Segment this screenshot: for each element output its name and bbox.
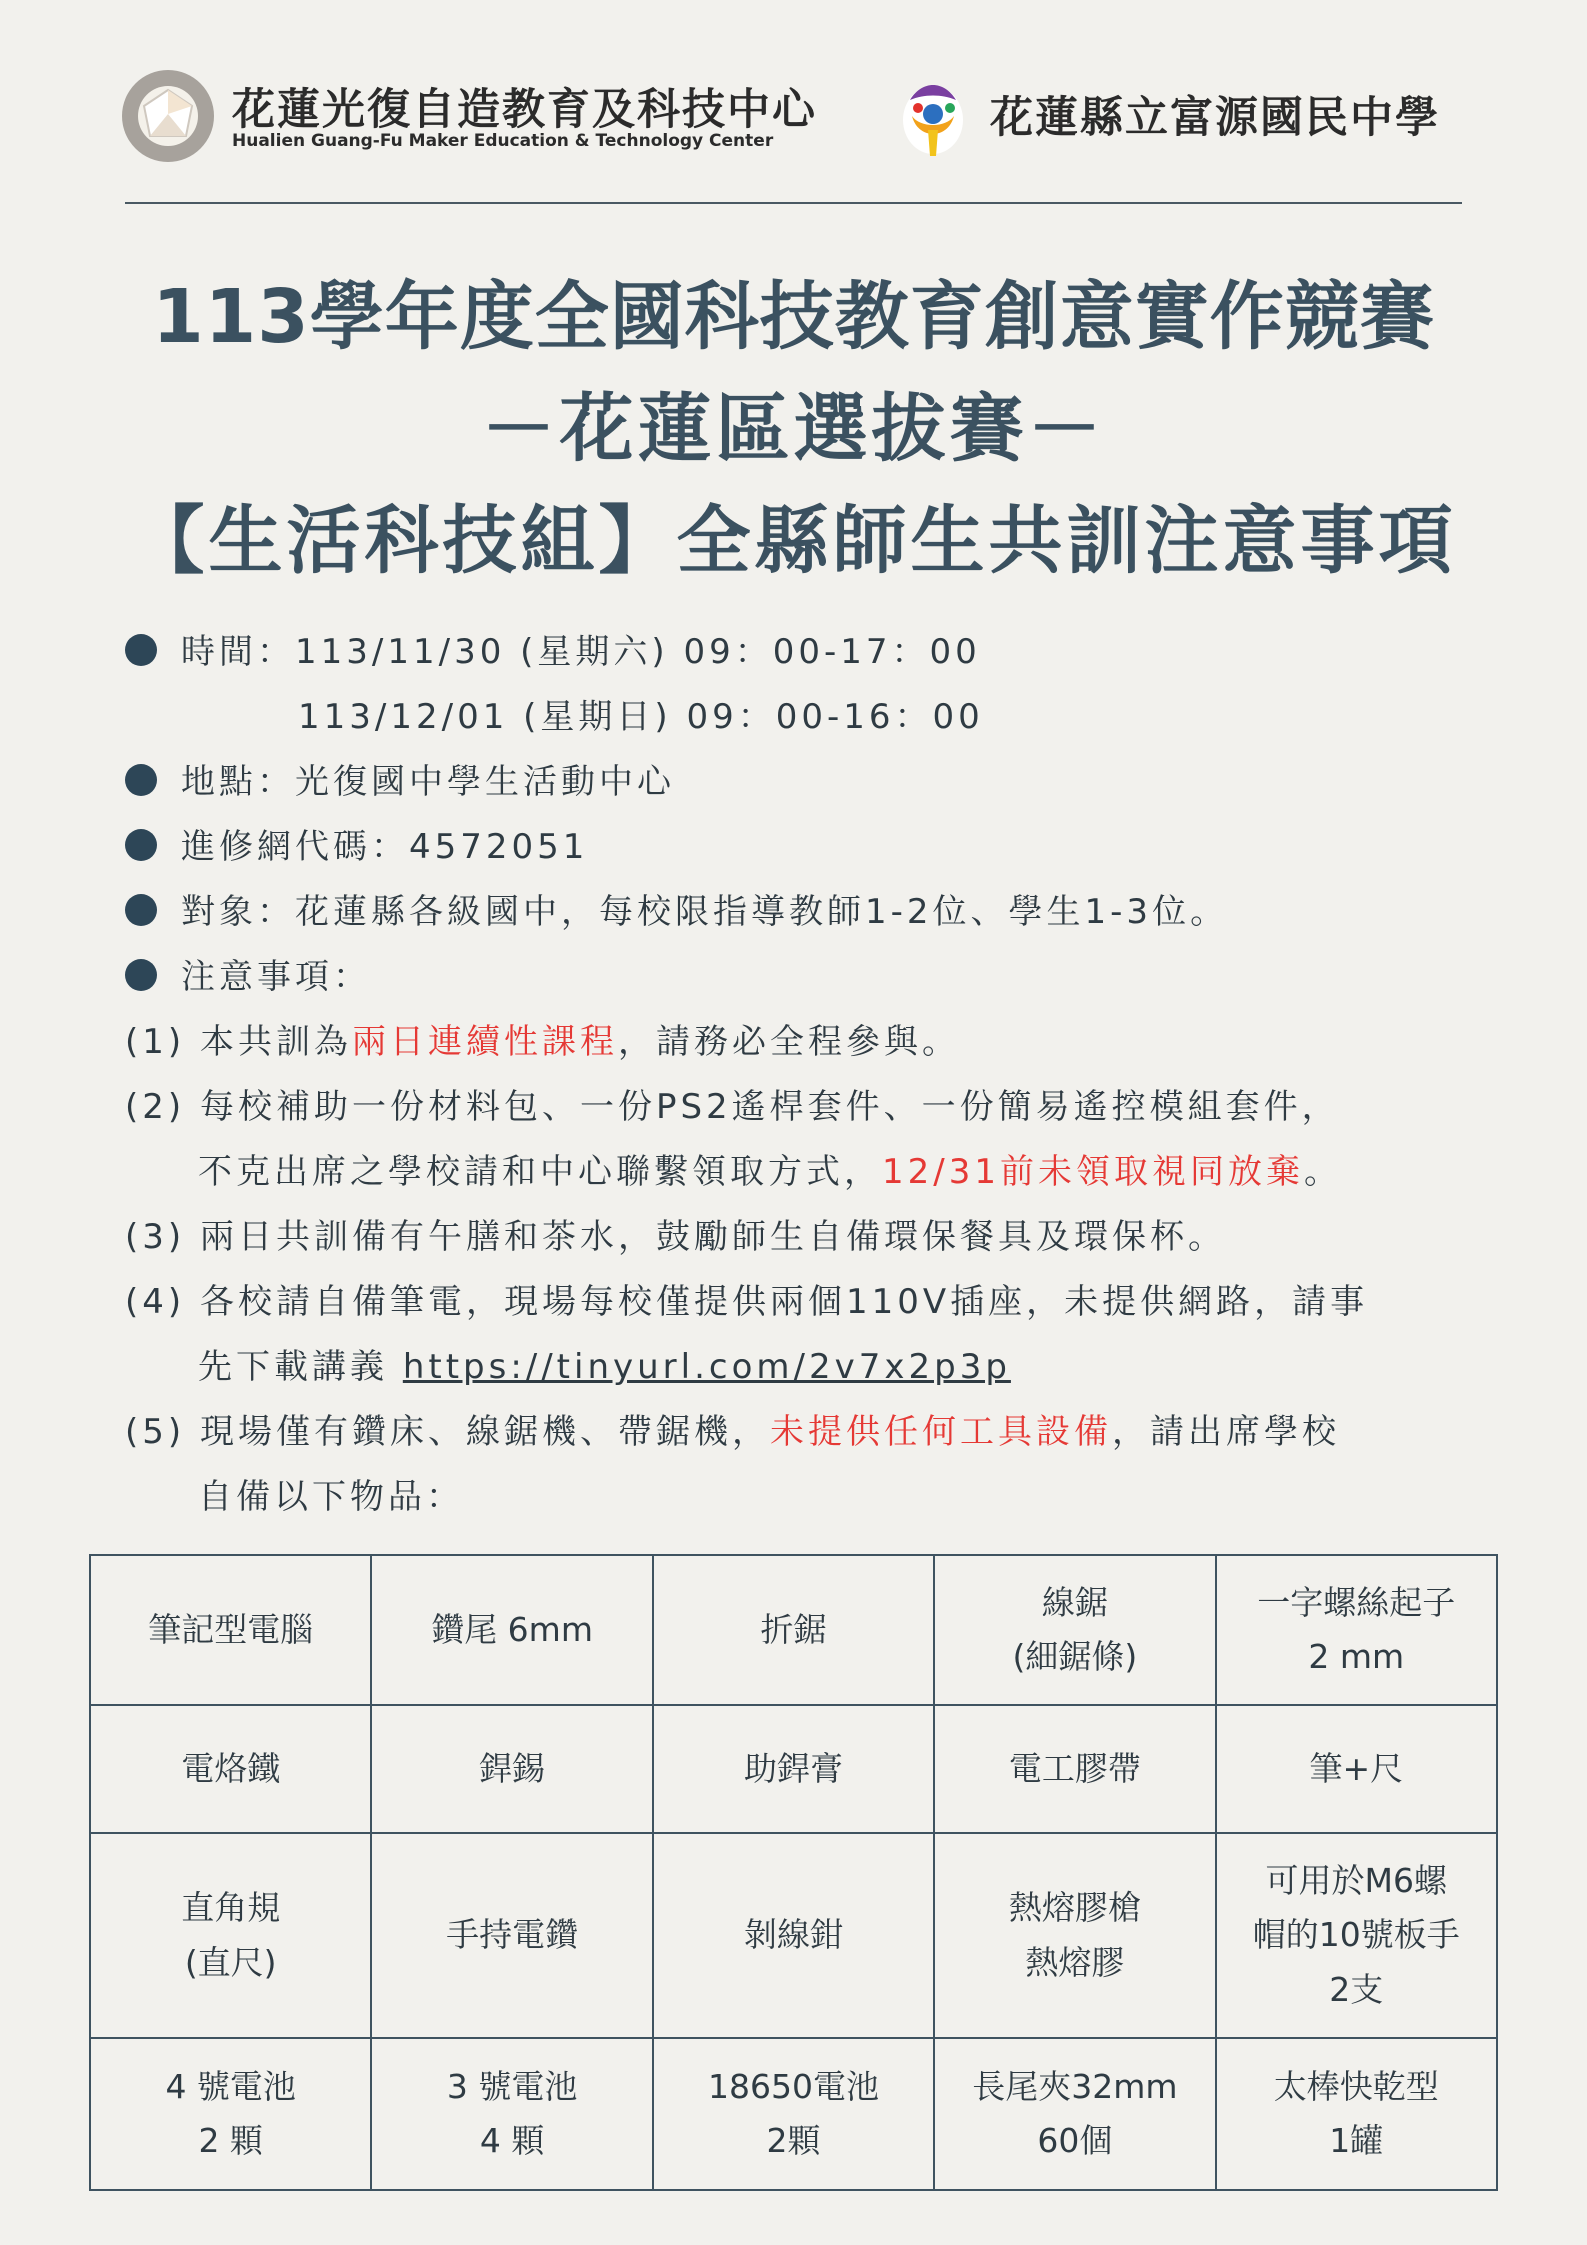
note-1-text-end: ，請務必全程參與。 (617, 1022, 960, 1062)
header (0, 0, 1587, 200)
main-title: 113學年度全國科技教育創意實作競賽 (152, 274, 1435, 360)
maker-center-logo-icon (122, 70, 214, 162)
org-left-name: 花蓮光復自造教育及科技中心 (232, 85, 817, 135)
note-4-line-2 (198, 1339, 1011, 1388)
items-table (89, 1554, 1498, 2191)
header-divider (125, 202, 1462, 204)
table-cell: 線鋸 (細鋸條) (934, 1555, 1215, 1705)
table-cell: 4 號電池 2 顆 (90, 2038, 371, 2190)
org-left-english-name: Hualien Guang-Fu Maker Education & Technology Center (232, 131, 774, 151)
handout-link[interactable]: https://tinyurl.com/2v7x2p3p (402, 1347, 1011, 1387)
table-cell: 3 號電池 4 顆 (371, 2038, 652, 2190)
table-cell: 銲錫 (371, 1705, 652, 1833)
note-2-text: 不克出席之學校請和中心聯繫領取方式， (198, 1152, 882, 1192)
note-5-line-2: 自備以下物品： (198, 1477, 464, 1517)
time-line-1: 時間：113/11/30 (星期六) 09：00-17：00 (181, 632, 981, 672)
table-cell: 剝線鉗 (653, 1833, 934, 2038)
note-5-text-end: ，請出席學校 (1111, 1412, 1340, 1452)
table-cell: 直角規 (直尺) (90, 1833, 371, 2038)
note-2-highlight: 12/31前未領取視同放棄 (882, 1152, 1304, 1192)
table-row (90, 1555, 1497, 1705)
note-5-text: (5) 現場僅有鑽床、線鋸機、帶鋸機， (125, 1412, 770, 1452)
table-cell: 手持電鑽 (371, 1833, 652, 2038)
table-row (90, 2038, 1497, 2190)
note-2-text-end: 。 (1303, 1152, 1342, 1192)
table-row (90, 1833, 1497, 2038)
target-line: 對象：花蓮縣各級國中，每校限指導教師1-2位、學生1-3位。 (181, 892, 1229, 932)
table-cell: 助銲膏 (653, 1705, 934, 1833)
table-cell: 18650電池 2顆 (653, 2038, 934, 2190)
note-2-line-1: (2) 每校補助一份材料包、一份PS2遙桿套件、一份簡易遙控模組套件， (125, 1087, 1340, 1127)
table-cell: 一字螺絲起子 2 mm (1216, 1555, 1497, 1705)
school-logo-icon (892, 70, 974, 162)
bullet-icon (125, 634, 157, 666)
note-4-line-1: (4) 各校請自備筆電，現場每校僅提供兩個110V插座，未提供網路，請事 (125, 1282, 1369, 1322)
note-1-text: (1) 本共訓為 (125, 1022, 352, 1062)
table-cell: 筆+尺 (1216, 1705, 1497, 1833)
bullet-icon (125, 764, 157, 796)
bullet-icon (125, 959, 157, 991)
table-cell: 鑽尾 6mm (371, 1555, 652, 1705)
table-cell: 熱熔膠槍 熱熔膠 (934, 1833, 1215, 2038)
note-5-line-1 (125, 1404, 1340, 1453)
note-3: (3) 兩日共訓備有午膳和茶水，鼓勵師生自備環保餐具及環保杯。 (125, 1217, 1226, 1257)
table-row (90, 1705, 1497, 1833)
note-5-highlight: 未提供任何工具設備 (769, 1412, 1112, 1452)
course-code-line: 進修網代碼：4572051 (181, 827, 589, 867)
bullet-icon (125, 829, 157, 861)
table-cell: 可用於M6螺 帽的10號板手 2支 (1216, 1833, 1497, 2038)
note-2-line-2 (198, 1144, 1342, 1193)
table-cell: 太棒快乾型 1罐 (1216, 2038, 1497, 2190)
table-cell: 長尾夾32mm 60個 (934, 2038, 1215, 2190)
sub-title: －花蓮區選拔賽－ (481, 386, 1106, 472)
table-cell: 電烙鐵 (90, 1705, 371, 1833)
bullet-icon (125, 894, 157, 926)
note-1 (125, 1014, 960, 1063)
note-1-highlight: 兩日連續性課程 (351, 1022, 618, 1062)
table-cell: 電工膠帶 (934, 1705, 1215, 1833)
table-cell: 筆記型電腦 (90, 1555, 371, 1705)
notes-label: 注意事項： (181, 957, 371, 997)
section-title: 【生活科技組】全縣師生共訓注意事項 (130, 498, 1457, 584)
time-line-2: 113/12/01 (星期日) 09：00-16：00 (298, 697, 984, 737)
location-line: 地點：光復國中學生活動中心 (181, 762, 675, 802)
table-cell: 折鋸 (653, 1555, 934, 1705)
org-right-name: 花蓮縣立富源國民中學 (990, 93, 1440, 143)
note-4-text: 先下載講義 (198, 1347, 403, 1387)
